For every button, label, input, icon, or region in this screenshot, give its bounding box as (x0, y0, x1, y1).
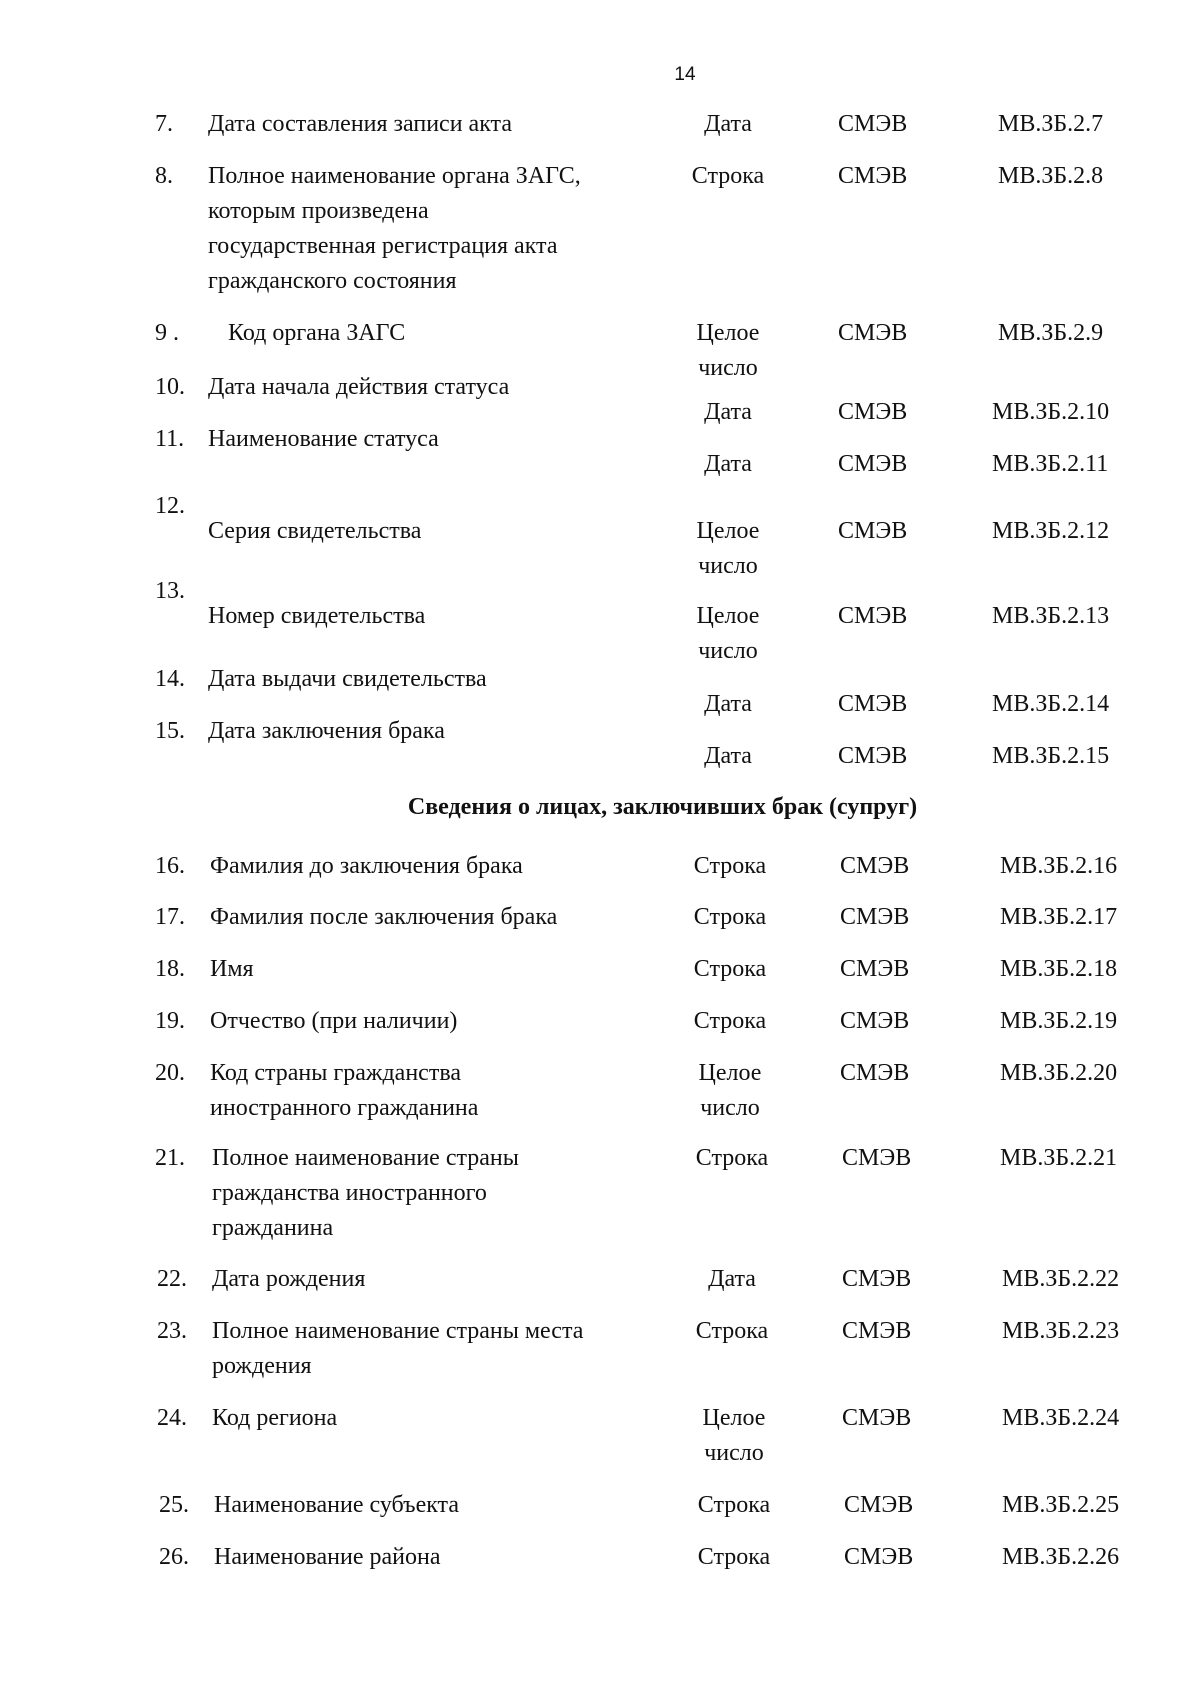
data-type: Дата (704, 451, 752, 477)
row-number: 14. (155, 666, 185, 692)
field-code: МВ.ЗБ.2.21 (1000, 1145, 1118, 1171)
data-type: Дата (704, 399, 752, 425)
field-name: Наименование субъекта (214, 1492, 459, 1518)
field-name: Фамилия до заключения брака (210, 853, 523, 879)
data-type: Целое число (696, 320, 760, 381)
field-code: МВ.ЗБ.2.19 (1000, 1008, 1118, 1034)
row-number: 24. (157, 1405, 187, 1431)
data-source: СМЭВ (838, 399, 908, 425)
field-code: МВ.ЗБ.2.16 (1000, 853, 1118, 879)
data-type: Строка (693, 853, 767, 879)
row-number: 26. (159, 1544, 189, 1570)
data-type: Строка (695, 1145, 769, 1171)
field-code: МВ.ЗБ.2.9 (998, 320, 1104, 346)
row-number: 19. (155, 1008, 185, 1034)
field-name: Полное наименование страны места рождения (212, 1318, 584, 1379)
row-number: 21. (155, 1145, 185, 1171)
row-number: 17. (155, 904, 185, 930)
data-source: СМЭВ (840, 853, 910, 879)
data-source: СМЭВ (840, 1008, 910, 1034)
field-name: Код региона (212, 1405, 338, 1431)
field-name: Код органа ЗАГС (228, 320, 406, 346)
field-name: Полное наименование страны гражданства иностранного гражданина (212, 1145, 519, 1241)
data-type: Строка (697, 1544, 771, 1570)
row-number: 23. (157, 1318, 187, 1344)
data-source: СМЭВ (838, 451, 908, 477)
data-type: Строка (693, 904, 767, 930)
field-code: МВ.ЗБ.2.18 (1000, 956, 1118, 982)
field-name: Серия свидетельства (208, 518, 422, 544)
row-number: 7. (155, 111, 173, 137)
field-name: Полное наименование органа ЗАГС, которым произведена государственная регистрация акта гражданского состояния (208, 163, 581, 294)
data-source: СМЭВ (842, 1318, 912, 1344)
field-code: МВ.ЗБ.2.13 (992, 603, 1110, 629)
row-number: 8. (155, 163, 173, 189)
field-code: МВ.ЗБ.2.17 (1000, 904, 1118, 930)
data-source: СМЭВ (844, 1492, 914, 1518)
field-code: МВ.ЗБ.2.20 (1000, 1060, 1118, 1086)
row-number: 25. (159, 1492, 189, 1518)
row-number: 9 . (155, 320, 179, 346)
field-code: МВ.ЗБ.2.24 (1002, 1405, 1120, 1431)
data-type: Строка (693, 956, 767, 982)
data-source: СМЭВ (842, 1405, 912, 1431)
row-number: 15. (155, 718, 185, 744)
data-type: Целое число (698, 1060, 762, 1121)
data-type: Строка (693, 1008, 767, 1034)
field-code: МВ.ЗБ.2.26 (1002, 1544, 1120, 1570)
row-number: 10. (155, 374, 185, 400)
field-code: МВ.ЗБ.2.25 (1002, 1492, 1120, 1518)
data-type: Дата (704, 111, 752, 137)
field-code: МВ.ЗБ.2.12 (992, 518, 1110, 544)
data-source: СМЭВ (840, 956, 910, 982)
data-source: СМЭВ (838, 163, 908, 189)
field-name: Дата начала действия статуса (208, 374, 510, 400)
field-code: МВ.ЗБ.2.22 (1002, 1266, 1120, 1292)
row-number: 12. (155, 493, 185, 519)
data-type: Целое число (702, 1405, 766, 1466)
field-code: МВ.ЗБ.2.8 (998, 163, 1104, 189)
field-name: Дата составления записи акта (208, 111, 512, 137)
data-source: СМЭВ (838, 743, 908, 769)
field-code: МВ.ЗБ.2.7 (998, 111, 1104, 137)
data-source: СМЭВ (842, 1145, 912, 1171)
field-name: Номер свидетельства (208, 603, 426, 629)
data-source: СМЭВ (840, 1060, 910, 1086)
field-name: Дата выдачи свидетельства (208, 666, 487, 692)
data-type: Дата (704, 691, 752, 717)
data-source: СМЭВ (838, 111, 908, 137)
field-code: МВ.ЗБ.2.14 (992, 691, 1110, 717)
data-source: СМЭВ (840, 904, 910, 930)
data-source: СМЭВ (842, 1266, 912, 1292)
field-code: МВ.ЗБ.2.15 (992, 743, 1110, 769)
field-name: Имя (210, 956, 254, 982)
data-type: Дата (708, 1266, 756, 1292)
row-number: 11. (155, 426, 185, 452)
row-number: 18. (155, 956, 185, 982)
data-source: СМЭВ (838, 518, 908, 544)
field-code: МВ.ЗБ.2.11 (992, 451, 1109, 477)
field-name: Код страны гражданства иностранного гражданина (210, 1060, 479, 1121)
data-source: СМЭВ (844, 1544, 914, 1570)
data-source: СМЭВ (838, 691, 908, 717)
data-type: Целое число (696, 518, 760, 579)
data-type: Строка (697, 1492, 771, 1518)
data-type: Строка (695, 1318, 769, 1344)
data-type: Целое число (696, 603, 760, 664)
field-code: МВ.ЗБ.2.23 (1002, 1318, 1120, 1344)
field-name: Отчество (при наличии) (210, 1008, 458, 1034)
data-type: Строка (691, 163, 765, 189)
page-number: 14 (674, 64, 696, 85)
row-number: 22. (157, 1266, 187, 1292)
row-number: 16. (155, 853, 185, 879)
data-type: Дата (704, 743, 752, 769)
field-code: МВ.ЗБ.2.10 (992, 399, 1110, 425)
row-number: 20. (155, 1060, 185, 1086)
row-number: 13. (155, 578, 185, 604)
field-name: Дата рождения (212, 1266, 366, 1292)
section-title: Сведения о лицах, заключивших брак (супруг) (407, 794, 918, 820)
field-name: Наименование района (214, 1544, 441, 1570)
field-name: Фамилия после заключения брака (210, 904, 558, 930)
data-source: СМЭВ (838, 603, 908, 629)
field-name: Дата заключения брака (208, 718, 445, 744)
data-source: СМЭВ (838, 320, 908, 346)
field-name: Наименование статуса (208, 426, 439, 452)
